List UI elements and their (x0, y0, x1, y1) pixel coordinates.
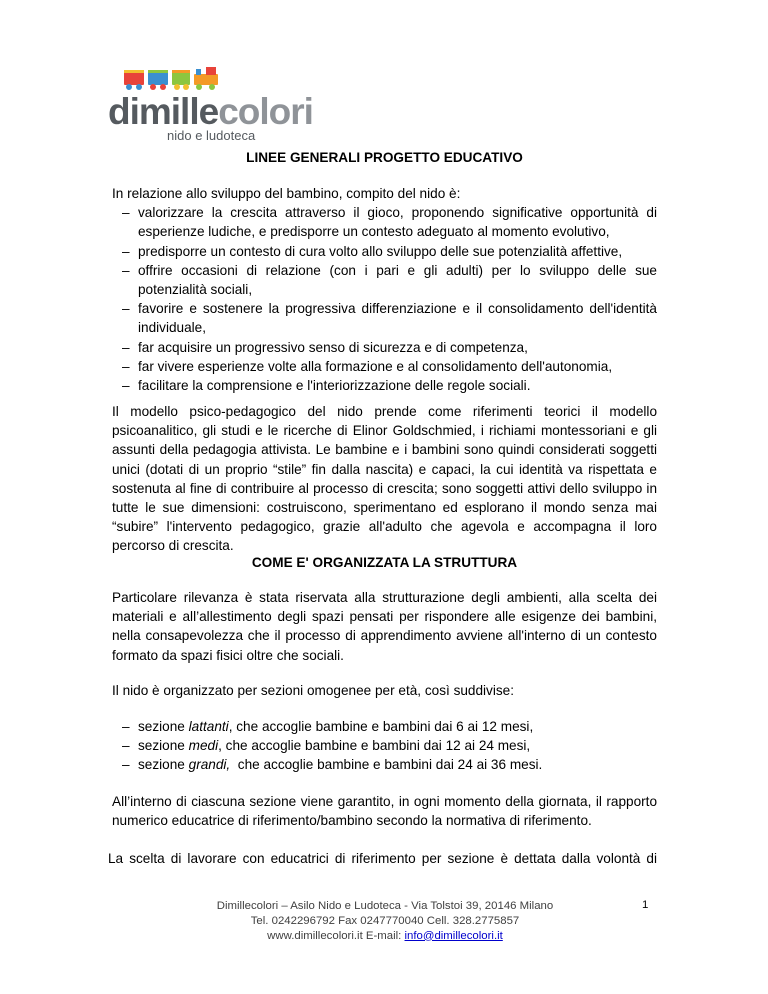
age-sections-list-wrap (112, 717, 657, 775)
list-item: – facilitare la comprensione e l'interiorizzazione delle regole sociali. (112, 376, 657, 395)
logo-wordmark: dimillecolori (108, 91, 313, 132)
logo (108, 66, 323, 143)
ratio-paragraph: All’interno di ciascuna sezione viene garantito, in ogni momento della giornata, il rapporto numerico educatrice di riferimento/bambino secondo la normativa di riferimento. (112, 794, 657, 829)
sections-intro: Il nido è organizzato per sezioni omogenee per età, così suddivise: (112, 683, 515, 698)
page-number: 1 (642, 899, 649, 911)
footer-phones: Tel. 0242296792 Fax 0247770040 Cell. 328.2775857 (250, 914, 520, 927)
list-item: – sezione medi, che accoglie bambine e bambini dai 12 ai 24 mesi, (112, 736, 657, 755)
list-item: – far vivere esperienze volte alla formazione e al consolidamento dell'autonomia, (112, 357, 657, 376)
intro-text: In relazione allo sviluppo del bambino, compito del nido è: (112, 186, 461, 201)
list-item: – favorire e sostenere la progressiva differenziazione e il consolidamento dell'identità individuale, (112, 299, 657, 337)
page-footer (150, 899, 620, 943)
list-item: – offrire occasioni di relazione (con i pari e gli adulti) per lo sviluppo delle sue potenzialità sociali, (112, 261, 657, 299)
train-logo-icon (122, 66, 222, 92)
email-link[interactable]: info@dimillecolori.it (404, 929, 503, 942)
footer-web: www.dimillecolori.it E-mail: info@dimillecolori.it (267, 929, 503, 942)
list-item: – sezione grandi, che accoglie bambine e bambini dai 24 ai 36 mesi. (112, 755, 657, 774)
pedagogical-model-paragraph: Il modello psico-pedagogico del nido prende come riferimenti teorici il modello psicoanalitico, gli studi e le ricerche di Elinor Goldschmied, i richiami montessoriani e gli assunti della pedagogia attivista. Le bambine e i bambini sono quindi considerati soggetti unici (dotati di un proprio “stile” fin dalla nascita) e capaci, la cui identità va rispettata e sostenuta al fine di contribuire al processo di crescita; sono soggetti attivi dello sviluppo in tutte le sue dimensioni: costruiscono, sperimentano ed esplorano il mondo senza mai “subire” l'intervento pedagogico, grazie all'adulto che agevola e accompagna il loro percorso di crescita. (112, 404, 657, 554)
list-item: – valorizzare la crescita attraverso il gioco, proponendo significative opportunità di esperienze ludiche, e predisporre un contesto adeguato al momento evolutivo, (112, 203, 657, 241)
structure-paragraph: Particolare rilevanza è stata riservata alla strutturazione degli ambienti, alla scelta dei materiali e all’allestimento degli spazi pensati per rispondere alle esigenze dei bambini, nella consapevolezza che il processo di apprendimento avviene all'interno di un contesto formato da spazi fisici oltre che sociali. (112, 590, 657, 663)
footer-address: Dimillecolori – Asilo Nido e Ludoteca - Via Tolstoi 39, 20146 Milano (216, 900, 554, 912)
list-item: – far acquisire un progressivo senso di sicurezza e di competenza, (112, 338, 657, 357)
age-sections-list (112, 717, 657, 775)
list-item: – predisporre un contesto di cura volto allo sviluppo delle sue potenzialità affettive, (112, 242, 657, 261)
section-title-progetto-educativo: LINEE GENERALI PROGETTO EDUCATIVO (246, 150, 523, 165)
logo-tagline: nido e ludoteca (167, 128, 256, 143)
section-title-struttura: COME E' ORGANIZZATA LA STRUTTURA (251, 555, 518, 570)
section1-content (112, 184, 657, 395)
list-item: – sezione lattanti, che accoglie bambine e bambini dai 6 ai 12 mesi, (112, 717, 657, 736)
continuation-paragraph: La scelta di lavorare con educatrici di riferimento per sezione è dettata dalla volontà di (108, 851, 657, 866)
goals-list (112, 203, 657, 395)
